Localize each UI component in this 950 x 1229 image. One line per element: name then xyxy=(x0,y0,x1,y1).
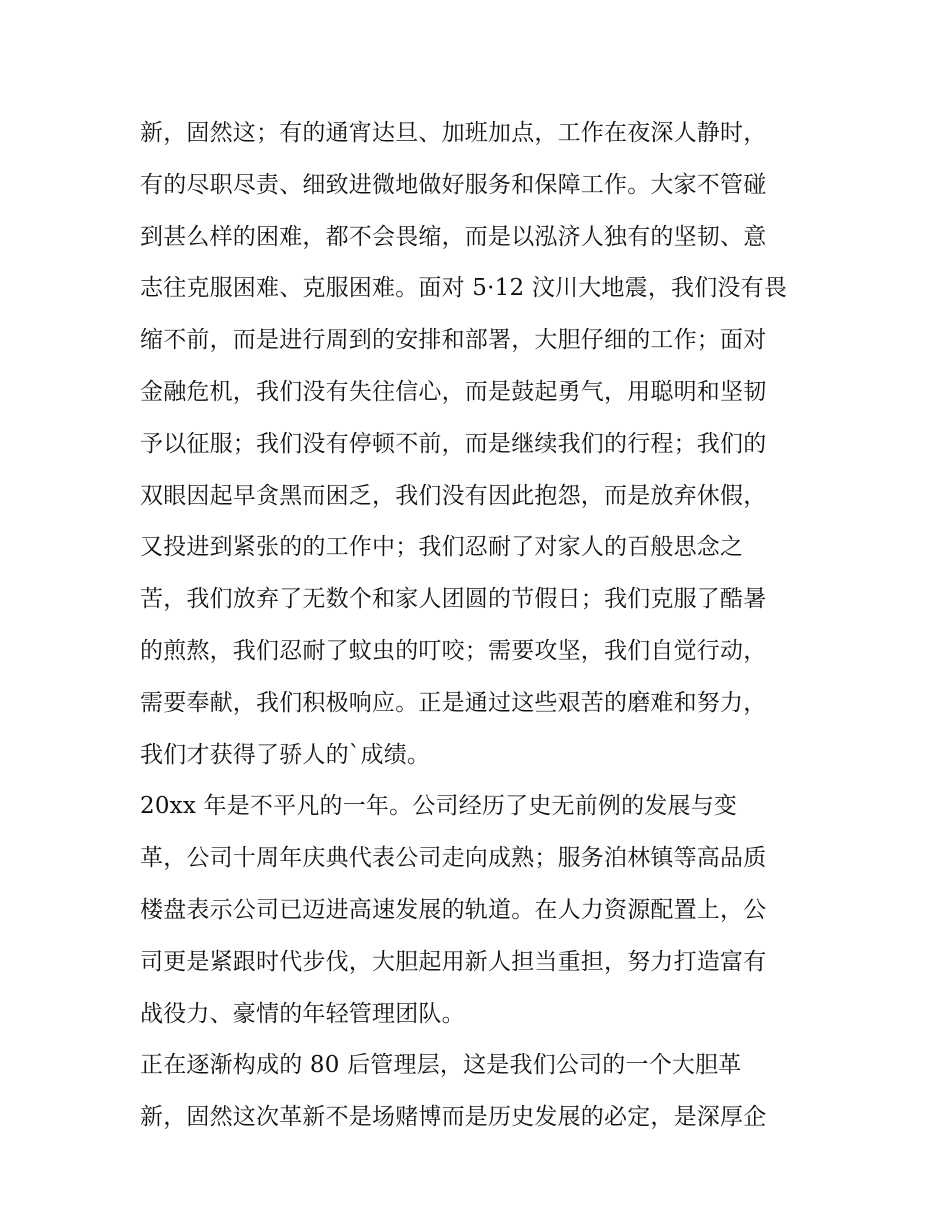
text-line: 正在逐渐构成的 80 后管理层，这是我们公司的一个大胆革 xyxy=(140,1052,742,1079)
text-line: 战役力、豪情的年轻管理团队。 xyxy=(140,1000,465,1027)
text-line: 苦，我们放弃了无数个和家人团圆的节假日；我们克服了酷暑 xyxy=(140,586,767,613)
text-line: 革，公司十周年庆典代表公司走向成熟；服务泊林镇等高品质 xyxy=(140,845,767,872)
text-line: 司更是紧跟时代步伐，大胆起用新人担当重担，努力打造富有 xyxy=(140,948,767,975)
text-line: 20xx 年是不平凡的一年。公司经历了史无前例的发展与变 xyxy=(140,793,738,820)
text-line: 楼盘表示公司已迈进高速发展的轨道。在人力资源配置上，公 xyxy=(140,896,767,923)
text-line: 又投进到紧张的的工作中；我们忍耐了对家人的百般思念之 xyxy=(140,534,744,561)
document-body xyxy=(140,108,820,1144)
text-line: 新，固然这；有的通宵达旦、加班加点，工作在夜深人静时， xyxy=(140,120,767,146)
text-line: 志往克服困难、克服困难。面对 5·12 汶川大地震，我们没有畏 xyxy=(140,275,788,302)
text-line: 到甚么样的困难，都不会畏缩，而是以泓济人独有的坚韧、意 xyxy=(140,223,767,250)
text-line: 金融危机，我们没有失往信心，而是鼓起勇气，用聪明和坚韧 xyxy=(140,378,767,405)
text-line: 需要奉献，我们积极响应。正是通过这些艰苦的磨难和努力， xyxy=(140,689,767,716)
text-line: 的煎熬，我们忍耐了蚊虫的叮咬；需要攻坚，我们自觉行动， xyxy=(140,637,767,664)
text-line: 缩不前，而是进行周到的安排和部署，大胆仔细的工作；面对 xyxy=(140,327,767,354)
text-line: 有的尽职尽责、细致进微地做好服务和保障工作。大家不管碰 xyxy=(140,171,767,198)
text-line: 予以征服；我们没有停顿不前，而是继续我们的行程；我们的 xyxy=(140,430,767,457)
text-line: 双眼因起早贪黑而困乏，我们没有因此抱怨，而是放弃休假， xyxy=(140,482,767,509)
text-line: 新，固然这次革新不是场赌博而是历史发展的必定，是深厚企 xyxy=(140,1104,767,1131)
text-line: 我们才获得了骄人的`成绩。 xyxy=(140,741,431,768)
